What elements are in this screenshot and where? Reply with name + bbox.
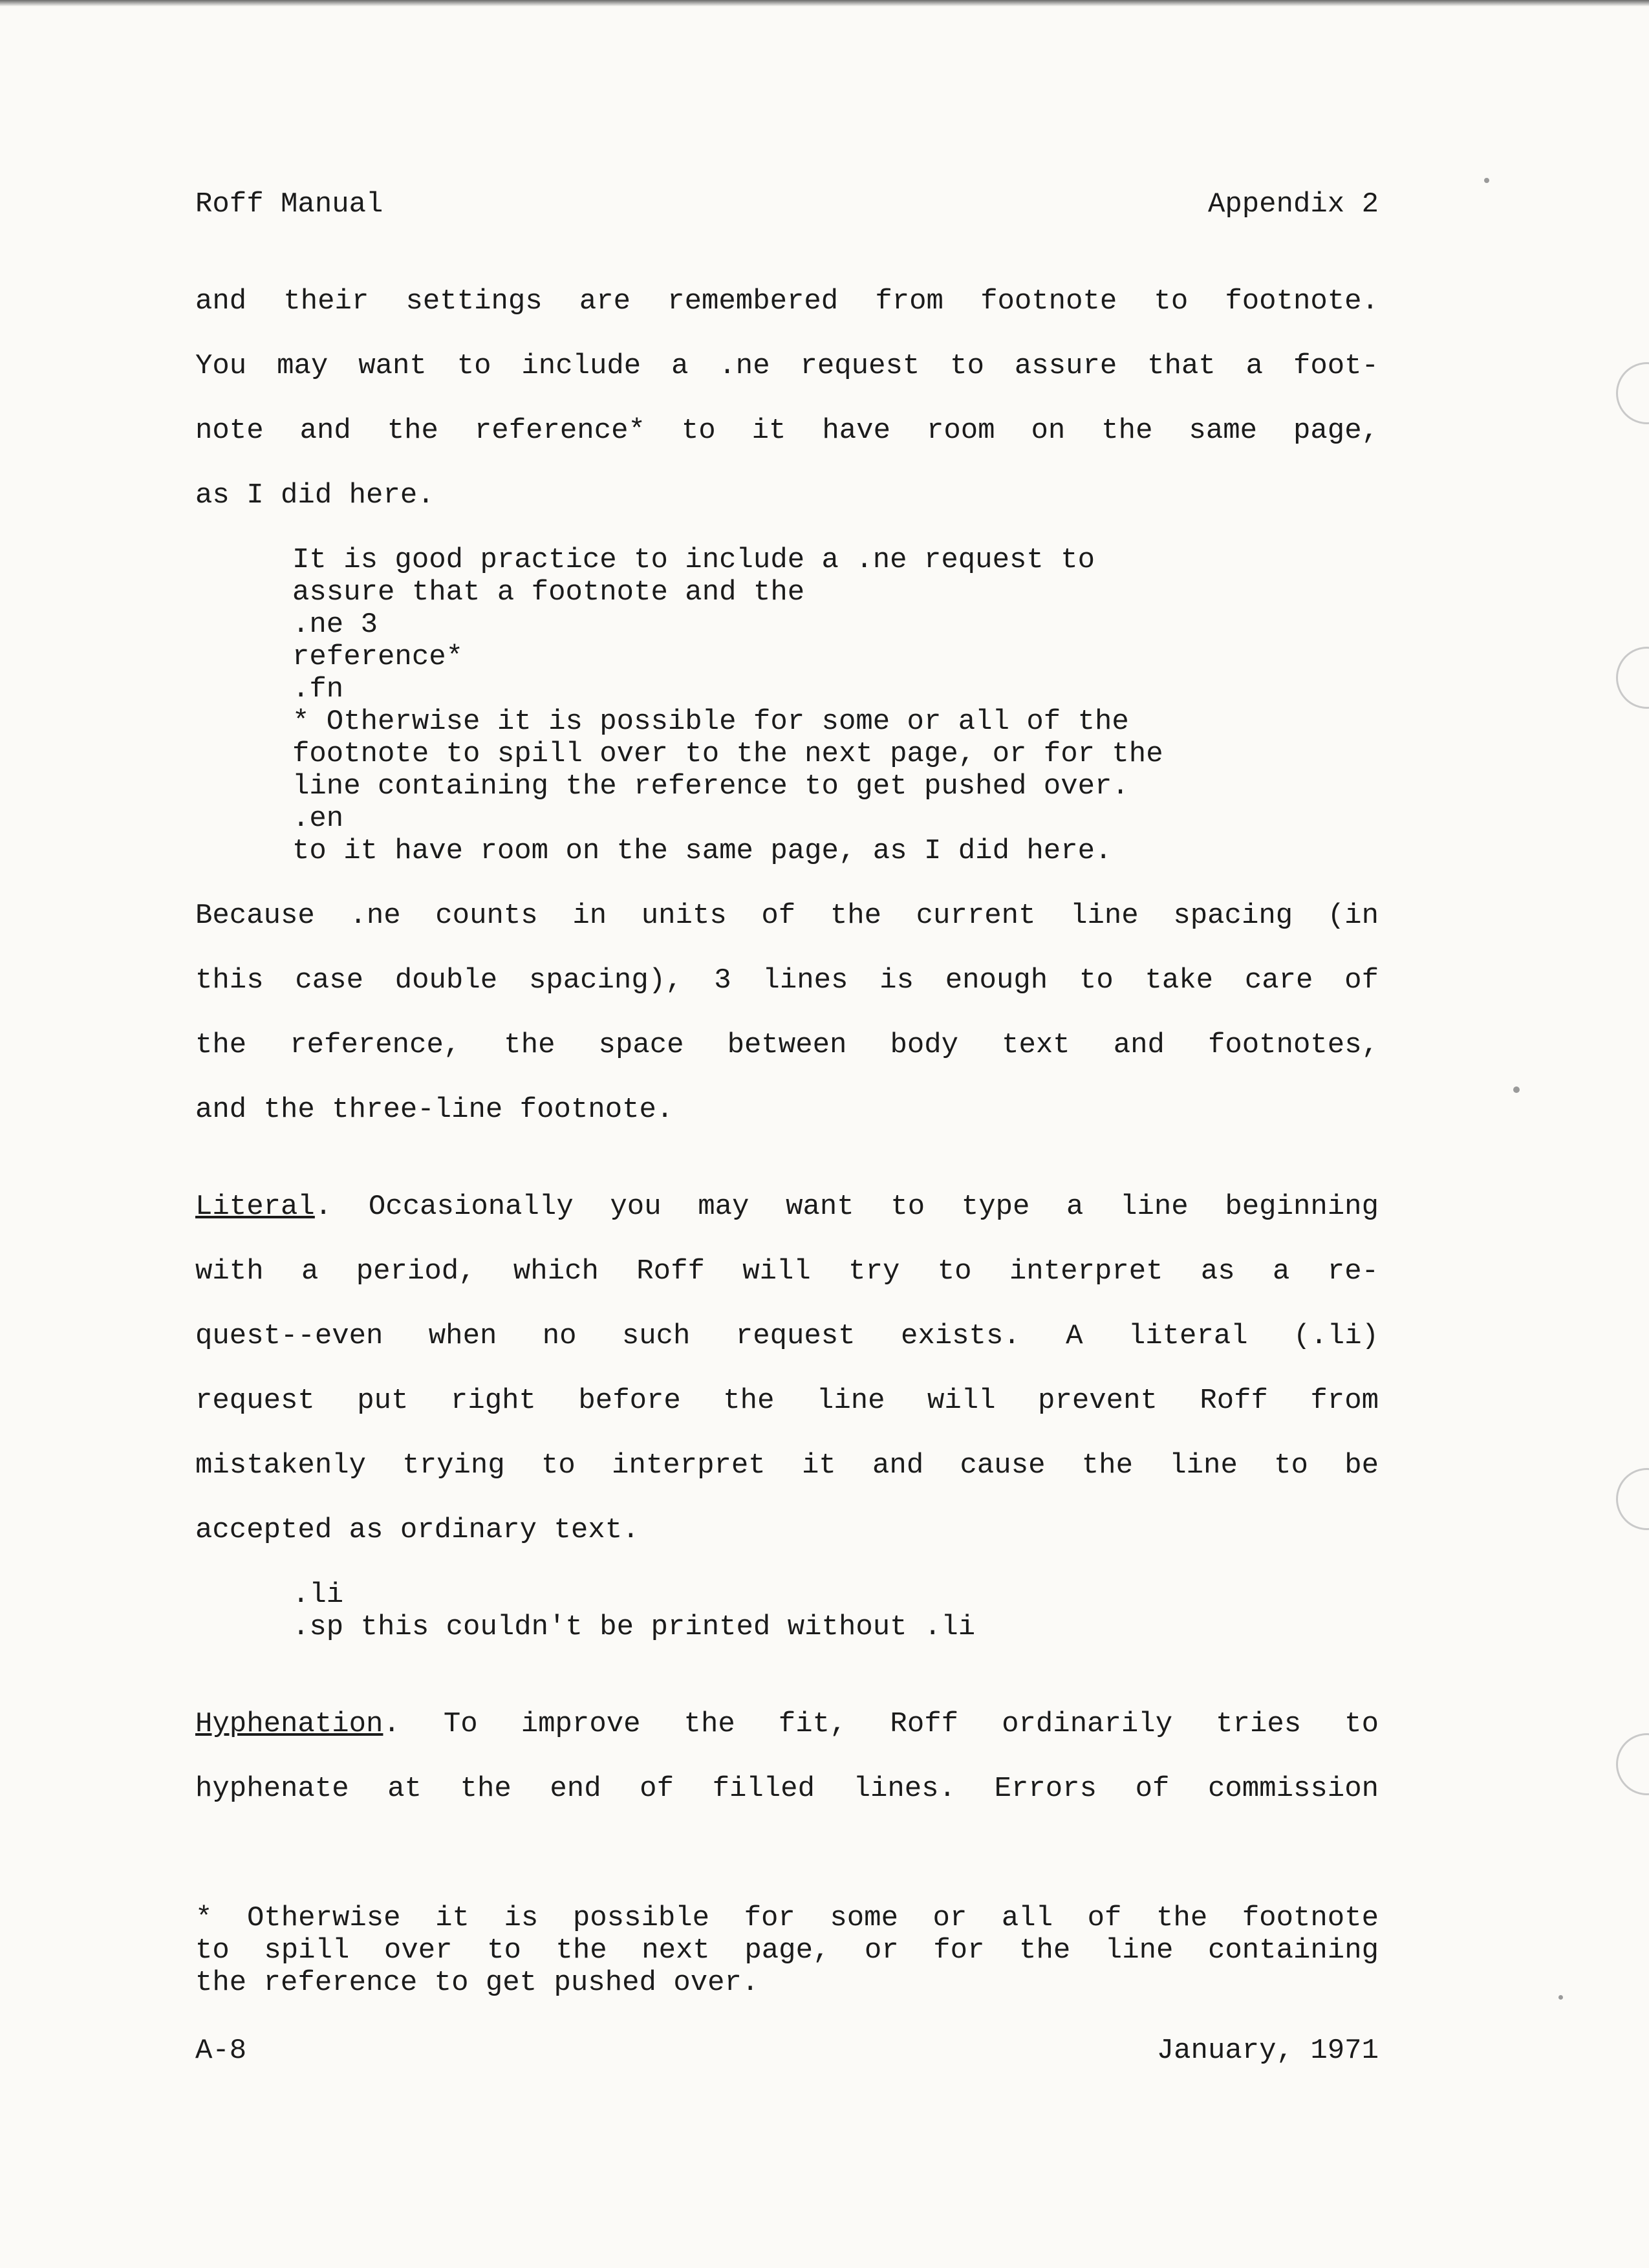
footnote-line: to spill over to the next page, or for the line containing	[195, 1934, 1379, 1967]
example-line: to it have room on the same page, as I did here.	[292, 835, 1112, 867]
example-line: assure that a footnote and the	[292, 576, 805, 609]
section-heading-literal: Literal	[195, 1191, 315, 1223]
body-line: accepted as ordinary text.	[195, 1514, 640, 1546]
example-line: footnote to spill over to the next page, or for the	[292, 738, 1163, 770]
body-line: note and the reference* to it have room on the same page,	[195, 415, 1379, 447]
body-line: quest--even when no such request exists. A literal (.li)	[195, 1320, 1379, 1352]
header-left: Roff Manual	[195, 188, 383, 221]
section-heading-hyphenation: Hyphenation	[195, 1708, 383, 1740]
body-line: the reference, the space between body text and footnotes,	[195, 1029, 1379, 1061]
binder-hole	[1616, 1733, 1649, 1795]
body-line: and the three-line footnote.	[195, 1094, 674, 1126]
example-line: .fn	[292, 673, 344, 706]
example-line: .ne 3	[292, 609, 378, 641]
paper-speck	[1484, 178, 1489, 183]
example-line: It is good practice to include a .ne request to	[292, 544, 1095, 576]
paper-speck	[1558, 1995, 1563, 2000]
example-line: line containing the reference to get pushed over.	[292, 770, 1129, 803]
footnote-line: the reference to get pushed over.	[195, 1967, 759, 1999]
binder-hole	[1616, 647, 1649, 709]
paper-speck	[1513, 1086, 1520, 1093]
footer-right: January, 1971	[1156, 2035, 1379, 2067]
footer-left: A-8	[195, 2035, 247, 2067]
example-line: reference*	[292, 641, 464, 673]
body-line: hyphenate at the end of filled lines. Errors of commission	[195, 1773, 1379, 1805]
body-line: and their settings are remembered from footnote to footnote.	[195, 285, 1379, 318]
example-line: * Otherwise it is possible for some or all of the	[292, 706, 1129, 738]
body-line: mistakenly trying to interpret it and cause the line to be	[195, 1449, 1379, 1482]
binder-hole	[1616, 1468, 1649, 1530]
binder-hole	[1616, 362, 1649, 424]
example-line: .li	[292, 1579, 344, 1611]
body-line: with a period, which Roff will try to interpret as a re-	[195, 1255, 1379, 1288]
body-line: request put right before the line will prevent Roff from	[195, 1385, 1379, 1417]
body-line: this case double spacing), 3 lines is enough to take care of	[195, 964, 1379, 997]
example-line: .en	[292, 803, 344, 835]
page-top-edge	[0, 0, 1649, 6]
header-right: Appendix 2	[1207, 188, 1379, 221]
body-line: You may want to include a .ne request to assure that a foot-	[195, 350, 1379, 382]
body-line: Hyphenation. To improve the fit, Roff ordinarily tries to	[195, 1708, 1379, 1740]
body-line: Literal. Occasionally you may want to type a line beginning	[195, 1191, 1379, 1223]
body-line: Because .ne counts in units of the current line spacing (in	[195, 900, 1379, 932]
example-line: .sp this couldn't be printed without .li	[292, 1611, 976, 1643]
body-line: as I did here.	[195, 479, 435, 512]
footnote-line: * Otherwise it is possible for some or all of the footnote	[195, 1902, 1379, 1934]
